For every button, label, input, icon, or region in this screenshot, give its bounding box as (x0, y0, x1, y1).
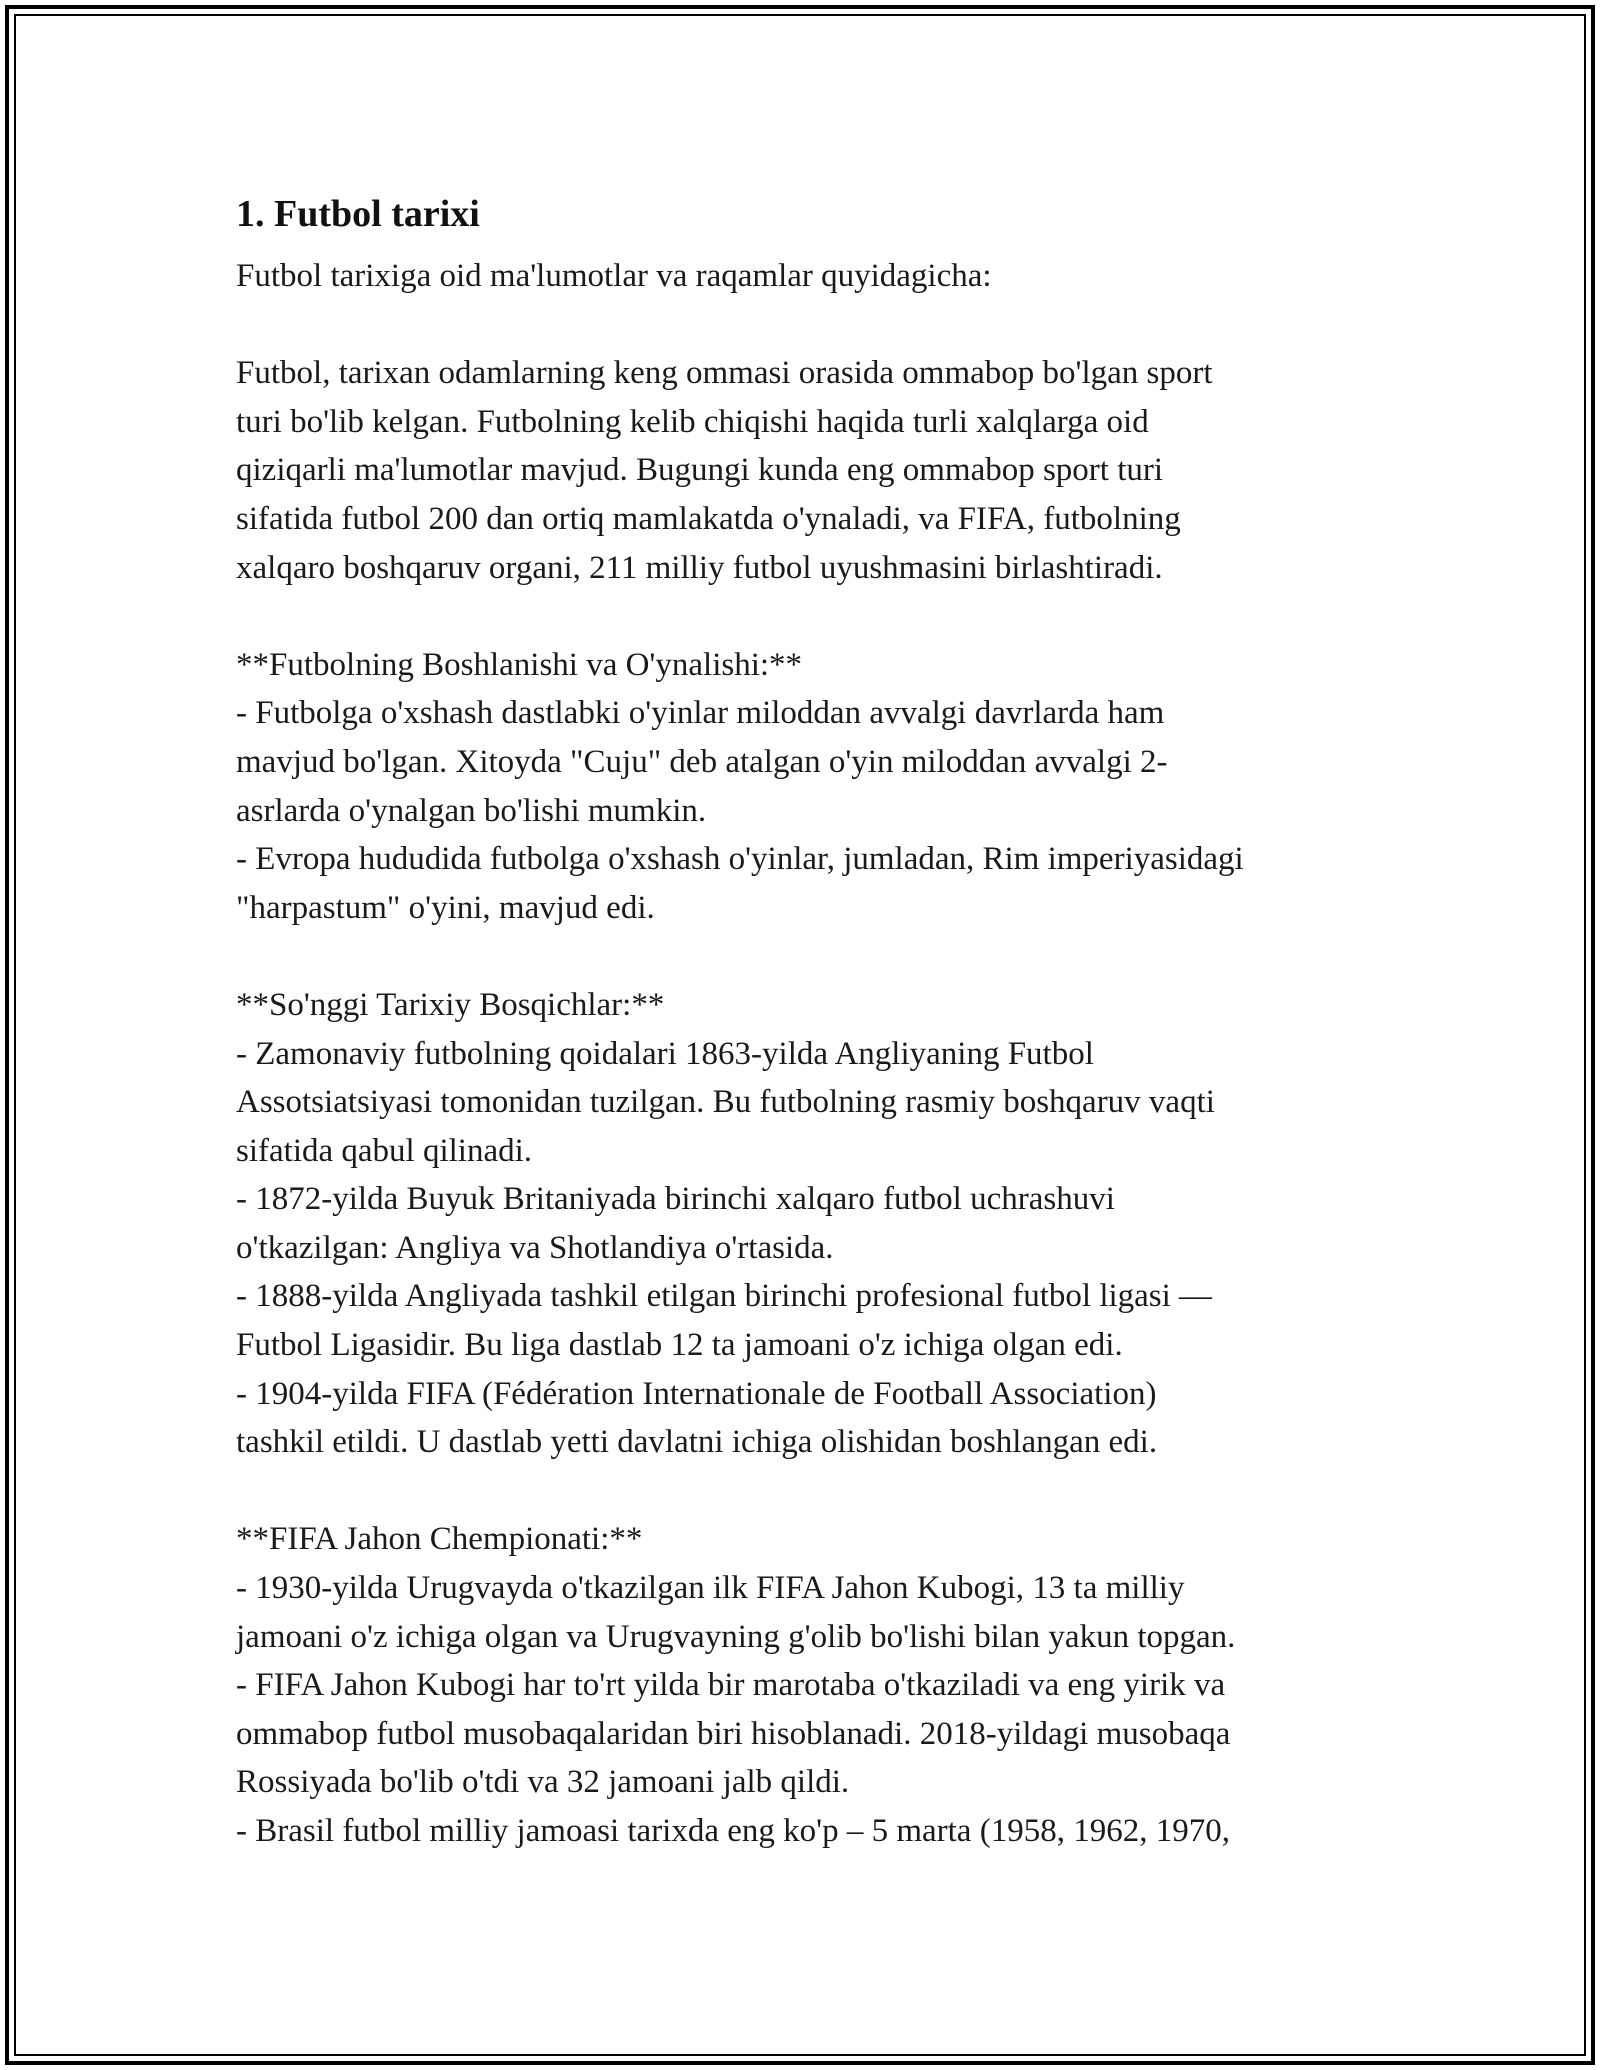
text-line: "harpastum" o'yini, mavjud edi. (236, 889, 655, 926)
text-line: mavjud bo'lgan. Xitoyda "Cuju" deb atalgan o'yin miloddan avvalgi 2- (236, 743, 1168, 780)
text-line: sifatida futbol 200 dan ortiq mamlakatda o'ynaladi, va FIFA, futbolning (236, 500, 1181, 537)
blank-line (236, 301, 1386, 350)
text-line: Assotsiatsiyasi tomonidan tuzilgan. Bu futbolning rasmiy boshqaruv vaqti (236, 1084, 1215, 1121)
text-line: **Futbolning Boshlanishi va O'ynalishi:** (236, 646, 803, 683)
text-line: - 1904-yilda FIFA (Fédération Internationale de Football Association) (236, 1375, 1157, 1412)
text-line: Futbol tarixiga oid ma'lumotlar va raqamlar quyidagicha: (236, 258, 992, 294)
blank-line (236, 932, 1386, 981)
text-line: - FIFA Jahon Kubogi har to'rt yilda bir marotaba o'tkaziladi va eng yirik va (236, 1667, 1226, 1704)
text-line: qiziqarli ma'lumotlar mavjud. Bugungi kunda eng ommabop sport turi (236, 452, 1164, 489)
text-line: - 1930-yilda Urugvayda o'tkazilgan ilk FIFA Jahon Kubogi, 13 ta milliy (236, 1570, 1185, 1607)
text-line: tashkil etildi. U dastlab yetti davlatni ichiga olishidan boshlangan edi. (236, 1424, 1158, 1461)
text-line: Futbol Ligasidir. Bu liga dastlab 12 ta jamoani o'z ichiga olgan edi. (236, 1327, 1123, 1364)
text-line: - Futbolga o'xshash dastlabki o'yinlar miloddan avvalgi davrlarda ham (236, 695, 1165, 732)
text-line: jamoani o'z ichiga olgan va Urugvayning g'olib bo'lishi bilan yakun topgan. (236, 1618, 1236, 1655)
text-line: turi bo'lib kelgan. Futbolning kelib chiqishi haqida turli xalqlarga oid (236, 403, 1149, 440)
document-body (236, 186, 1386, 1856)
text-line: o'tkazilgan: Angliya va Shotlandiya o'rtasida. (236, 1229, 834, 1266)
text-line: ommabop futbol musobaqalaridan biri hisoblanadi. 2018-yildagi musobaqa (236, 1715, 1231, 1752)
text-line: - Zamonaviy futbolning qoidalari 1863-yilda Angliyaning Futbol (236, 1035, 1094, 1072)
text-line: - Evropa hududida futbolga o'xshash o'yinlar, jumladan, Rim imperiyasidagi (236, 841, 1244, 878)
paragraph-lines (236, 252, 1386, 1856)
text-line: - 1872-yilda Buyuk Britaniyada birinchi xalqaro futbol uchrashuvi (236, 1181, 1115, 1218)
text-line: - 1888-yilda Angliyada tashkil etilgan birinchi profesional futbol ligasi — (236, 1278, 1213, 1315)
text-line: asrlarda o'ynalgan bo'lishi mumkin. (236, 792, 707, 829)
text-line: Rossiyada bo'lib o'tdi va 32 jamoani jalb qildi. (236, 1764, 850, 1801)
text-line: **FIFA Jahon Chempionati:** (236, 1521, 643, 1558)
text-line: - Brasil futbol milliy jamoasi tarixda eng ko'p – 5 marta (1958, 1962, 1970, (236, 1813, 1230, 1849)
text-line: sifatida qabul qilinadi. (236, 1132, 533, 1169)
text-line: Futbol, tarixan odamlarning keng ommasi orasida ommabop bo'lgan sport (236, 355, 1213, 392)
text-line: **So'nggi Tarixiy Bosqichlar:** (236, 986, 665, 1023)
section-heading: 1. Futbol tarixi (236, 193, 480, 235)
blank-line (236, 1467, 1386, 1516)
text-line: xalqaro boshqaruv organi, 211 milliy futbol uyushmasini birlashtiradi. (236, 549, 1163, 586)
blank-line (236, 592, 1386, 641)
